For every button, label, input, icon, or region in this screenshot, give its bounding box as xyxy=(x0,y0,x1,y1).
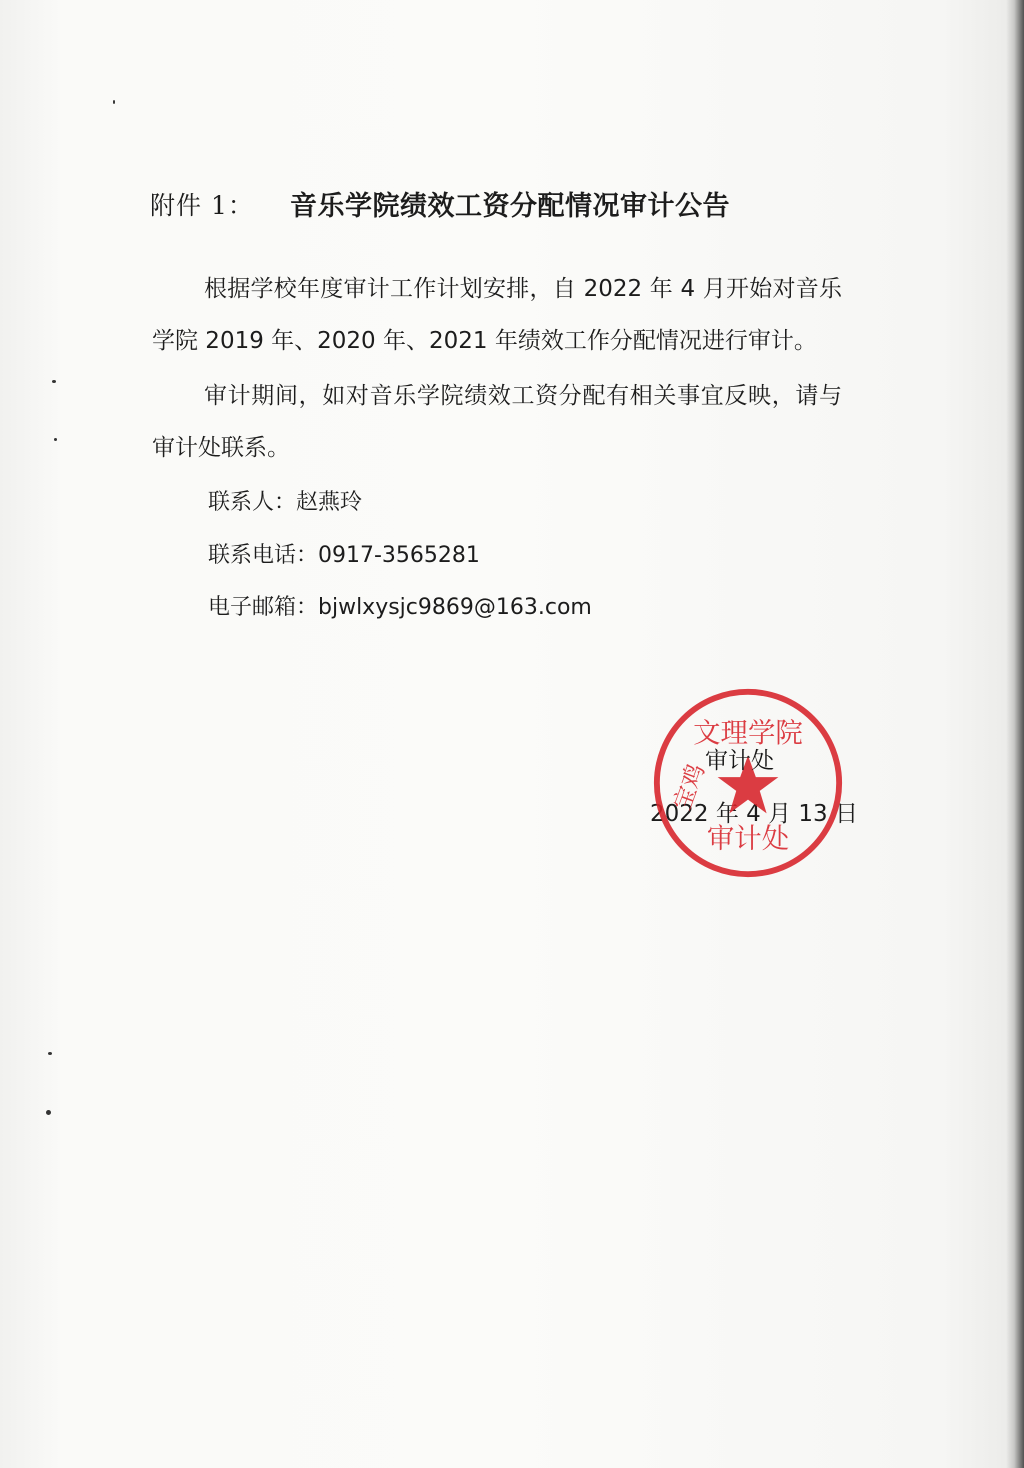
body-paragraph-1: 根据学校年度审计工作计划安排，自 2022 年 4 月开始对音乐学院 2019 年、2020 年、2021 年绩效工作分配情况进行审计。 xyxy=(152,276,842,354)
seal-top-text: 文理学院 xyxy=(693,717,803,749)
body-paragraph-2: 审计期间，如对音乐学院绩效工资分配有相关事宜反映，请与审计处联系。 xyxy=(152,383,842,461)
scan-edge-shadow xyxy=(1006,0,1024,1468)
contact-person: 联系人：赵燕玲 xyxy=(208,490,363,515)
attachment-label: 附件 1： xyxy=(150,191,254,220)
scan-speck xyxy=(52,380,56,383)
issue-date: 2022 年 4 月 13 日 xyxy=(650,801,858,827)
seal-bottom-text: 审计处 xyxy=(706,823,790,855)
scan-speck xyxy=(54,438,57,441)
scan-speck xyxy=(48,1052,52,1055)
document-title: 音乐学院绩效工资分配情况审计公告 xyxy=(290,191,730,222)
seal-left-text: 宝鸡 xyxy=(667,759,711,814)
contact-phone: 联系电话：0917-3565281 xyxy=(208,543,480,568)
contact-email: 电子邮箱：bjwlxysjc9869@163.com xyxy=(208,595,592,620)
official-seal xyxy=(650,685,846,881)
issuer-name: 审计处 xyxy=(705,748,774,774)
scan-speck xyxy=(113,100,115,104)
scan-speck xyxy=(46,1110,51,1115)
